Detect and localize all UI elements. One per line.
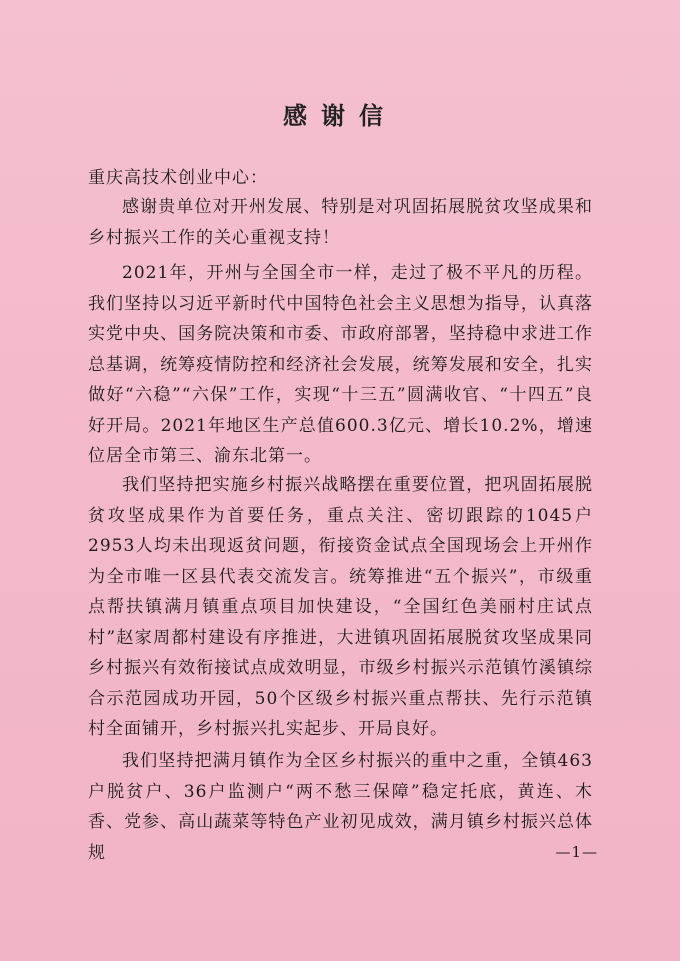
page-number: —1— [555,843,598,861]
paragraph-thanks: 感谢贵单位对开州发展、特别是对巩固拓展脱贫攻坚成果和乡村振兴工作的关心重视支持！ [88,197,593,248]
salutation: 重庆高技术创业中心： [88,168,268,188]
paragraph-rural-revitalization: 我们坚持把实施乡村振兴战略摆在重要位置，把巩固拓展脱贫攻坚成果作为首要任务，重点关注、密切跟踪的1045户2953人均未出现返贫问题，衔接资金试点全国现场会上开州作为全市唯一区县代表交流发言。统筹推进“五个振兴”，市级重点帮扶镇满月镇重点项目加快建设，“全国红色美丽村庄试点村”赵家周都村建设有序推进，大进镇巩固拓展脱贫攻坚成果同乡村振兴有效衔接试点成效明显，市级乡村振兴示范镇竹溪镇综合示范园成功开园，50个区级乡村振兴重点帮扶、先行示范镇村全面铺开，乡村振兴扎实起步、开局良好。 [88,475,593,739]
letter-title: 感谢信 [283,102,397,130]
paragraph-manyue-town: 我们坚持把满月镇作为全区乡村振兴的重中之重，全镇463户脱贫户、36户监测户“两不愁三保障”稳定托底，黄连、木香、党参、高山蔬菜等特色产业初见成效，满月镇乡村振兴总体规 [88,751,593,863]
paragraph-2021-review: 2021年，开州与全国全市一样，走过了极不平凡的历程。我们坚持以习近平新时代中国特色社会主义思想为指导，认真落实党中央、国务院决策和市委、市政府部署，坚持稳中求进工作总基调，统筹疫情防控和经济社会发展，统筹发展和安全，扎实做好“六稳”“六保”工作，实现“十三五”圆满收官、“十四五”良好开局。2021年地区生产总值600.3亿元、增长10.2%，增速位居全市第三、渝东北第一。 [88,263,593,466]
